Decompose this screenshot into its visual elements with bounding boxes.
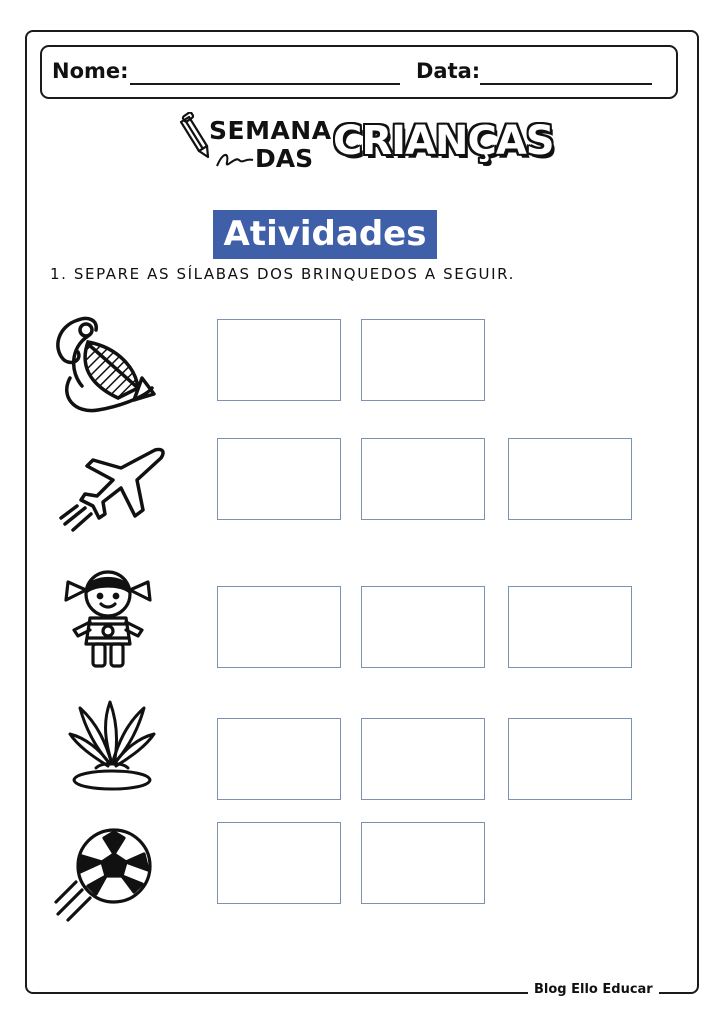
name-field[interactable] — [130, 83, 400, 85]
swirl-decoration-icon — [215, 146, 255, 172]
date-label: Data: — [416, 59, 481, 83]
footer-credit: Blog Ello Educar — [528, 982, 659, 997]
title-line-semana: SEMANA — [209, 116, 332, 145]
syllable-box[interactable] — [508, 438, 632, 520]
doll-icon — [60, 566, 156, 672]
syllable-box[interactable] — [361, 822, 485, 904]
syllable-box[interactable] — [361, 319, 485, 401]
syllable-box[interactable] — [217, 319, 341, 401]
header-box — [40, 45, 678, 99]
syllable-box[interactable] — [217, 438, 341, 520]
syllable-box[interactable] — [361, 586, 485, 668]
syllable-box[interactable] — [217, 718, 341, 800]
date-field[interactable] — [480, 83, 652, 85]
event-title — [175, 110, 554, 180]
title-criancas: CRIANÇAS — [333, 118, 554, 164]
airplane-icon — [55, 444, 170, 534]
instruction-text: 1. SEPARE AS SÍLABAS DOS BRINQUEDOS A SEGUIR. — [50, 265, 516, 283]
syllable-box[interactable] — [361, 438, 485, 520]
title-line-das: DAS — [255, 144, 314, 173]
spinning-top-icon — [48, 308, 160, 418]
shuttlecock-icon — [66, 694, 158, 796]
soccer-ball-icon — [52, 826, 156, 924]
syllable-box[interactable] — [508, 586, 632, 668]
activities-badge: Atividades — [213, 210, 437, 259]
syllable-box[interactable] — [361, 718, 485, 800]
syllable-box[interactable] — [217, 822, 341, 904]
syllable-box[interactable] — [217, 586, 341, 668]
syllable-box[interactable] — [508, 718, 632, 800]
name-label: Nome: — [52, 59, 129, 83]
